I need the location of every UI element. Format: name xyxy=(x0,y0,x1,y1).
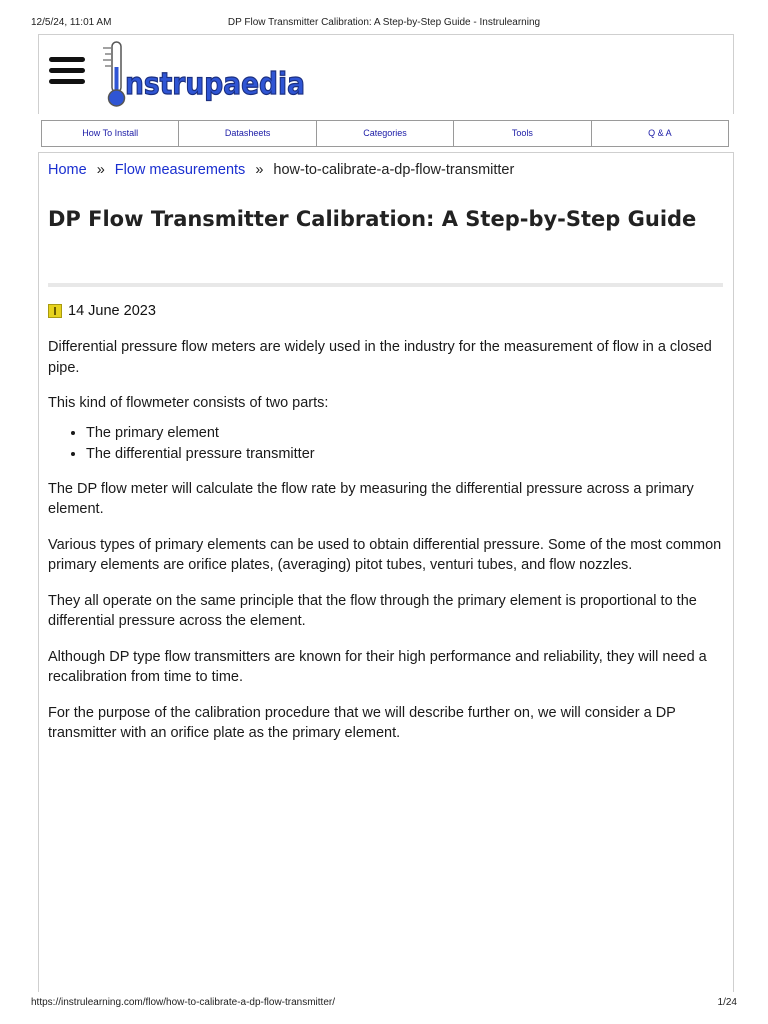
main-nav xyxy=(41,120,729,147)
breadcrumb-category-link[interactable]: Flow measurements xyxy=(114,162,246,178)
breadcrumb-current: how-to-calibrate-a-dp-flow-transmitter xyxy=(273,162,515,178)
paragraph: For the purpose of the calibration procedure that we will describe further on, we will consider a DP transmitter with an orifice plate as the primary element. xyxy=(48,704,676,741)
print-datetime: 12/5/24, 11:01 AM xyxy=(31,17,112,28)
breadcrumb-separator: » xyxy=(96,162,105,178)
instrupaedia-logo[interactable] xyxy=(99,39,319,109)
nav-datasheets[interactable]: Datasheets xyxy=(179,121,316,146)
calendar-icon xyxy=(48,304,62,318)
logo-text: nstrupaedia xyxy=(125,67,305,102)
paragraph: They all operate on the same principle that the flow through the primary element is proportional to the differential pressure across the element. xyxy=(48,592,697,629)
breadcrumb-separator: » xyxy=(255,162,264,178)
nav-q-and-a[interactable]: Q & A xyxy=(648,128,672,138)
hamburger-menu-icon[interactable] xyxy=(49,57,85,87)
paragraph: Various types of primary elements can be used to obtain differential pressure. Some of the most common primary elements are orifice plates, (averaging) pitot tubes, venturi tubes, and flow nozzles. xyxy=(48,536,722,573)
site-header xyxy=(38,34,734,114)
article-body xyxy=(48,337,723,759)
publish-date-text: 14 June 2023 xyxy=(68,303,156,319)
print-url: https://instrulearning.com/flow/how-to-calibrate-a-dp-flow-transmitter/ xyxy=(31,997,335,1008)
print-page-number: 1/24 xyxy=(717,997,737,1008)
page-title: DP Flow Transmitter Calibration: A Step-by-Step Guide xyxy=(48,207,697,231)
parts-list xyxy=(86,423,723,465)
paragraph: The DP flow meter will calculate the flow rate by measuring the differential pressure across a primary element. xyxy=(48,480,694,517)
nav-how-to-install[interactable]: How To Install xyxy=(42,121,179,146)
paragraph: This kind of flowmeter consists of two parts: xyxy=(48,395,329,411)
publish-date xyxy=(48,303,156,319)
print-page-title: DP Flow Transmitter Calibration: A Step-by-Step Guide - Instrulearning xyxy=(227,17,541,28)
breadcrumb xyxy=(48,162,514,178)
nav-tools[interactable]: Tools xyxy=(454,121,591,146)
print-header xyxy=(31,17,737,31)
paragraph: Differential pressure flow meters are widely used in the industry for the measurement of flow in a closed pipe. xyxy=(48,339,712,376)
title-divider xyxy=(48,283,723,287)
list-item: • The differential pressure transmitter xyxy=(86,444,723,465)
thermometer-icon xyxy=(103,42,125,106)
breadcrumb-home-link[interactable]: Home xyxy=(48,162,87,178)
nav-categories[interactable]: Categories xyxy=(317,121,454,146)
paragraph: Although DP type flow transmitters are known for their high performance and reliability, they will need a recalibration from time to time. xyxy=(48,648,707,685)
list-item: • The primary element xyxy=(86,423,723,444)
